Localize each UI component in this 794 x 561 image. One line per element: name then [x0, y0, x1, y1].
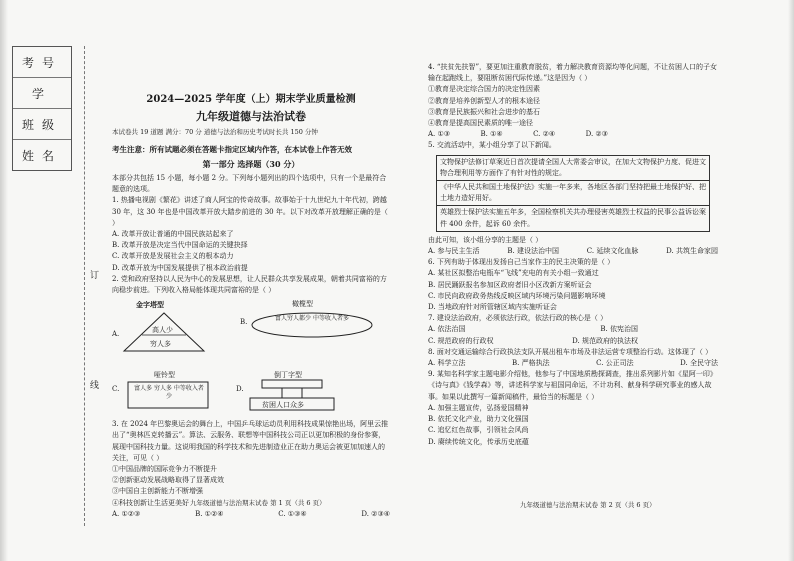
page-2: [428, 62, 718, 448]
q4-options: [428, 129, 608, 140]
page-1: [112, 72, 390, 520]
q3-item-3: ③中国自主创新能力不断增强: [112, 487, 203, 496]
exam-meta: 本试卷共 19 道题 满分：70 分 道德与法治和历史考试时长共 150 分钟: [112, 128, 318, 137]
q4-item-4: ④教育是提高国民素质的唯一途径: [428, 119, 533, 128]
label-a: A.: [112, 330, 120, 339]
q7-option-a: A. 依法治国: [428, 325, 466, 334]
news-row-1: 文物保护法修订草案近日首次提请全国人大常委会审议，在加大文物保护力度、促进文物合理利用等方面作了有针对性的规定。: [437, 156, 709, 181]
q5-options: [428, 246, 718, 257]
label-d: D.: [236, 385, 244, 394]
q4-option-a: A. ①③: [428, 130, 451, 139]
q4-option-c: C. ②④: [533, 130, 556, 139]
q3-item-4: ④科技创新让生活更美好: [112, 498, 189, 507]
field-class: 班级: [13, 109, 71, 140]
news-table: [436, 155, 710, 232]
field-exam-number: 考号: [13, 47, 71, 78]
olive-title: 橄榄型: [292, 300, 313, 309]
q3-option-a: A. ①②③: [112, 509, 141, 518]
q6-option-a: A. 某社区拟整治电瓶车“飞线”充电的有关小组一致通过: [428, 269, 599, 278]
q8-option-a: A. 科学立法: [428, 359, 466, 368]
q9-option-d: D. 赓续传统文化，传承历史底蕴: [428, 437, 529, 446]
q3-item-2: ②创新驱动发展战略取得了显著成效: [112, 476, 224, 485]
news-row-3: 英雄烈士保护法实施五年多，全国检察机关共办理侵害英雄烈士权益的民事公益诉讼案件 400 余件，起诉 60 余件。: [440, 208, 706, 228]
student-info-box: [12, 46, 72, 171]
q8-option-b: B. 严格执法: [512, 359, 550, 368]
q4-item-3: ③教育是民族振兴和社会进步的基石: [428, 107, 540, 116]
income-structure-figures-2: [112, 370, 390, 416]
q1-option-b: B. 改革开放是决定当代中国命运的关键抉择: [112, 241, 248, 250]
q7-option-c: C. 规范政府的行政权: [428, 336, 494, 345]
exam-title: 2024—2025 学年度（上）期末学业质量检测: [146, 94, 356, 105]
binding-mark-xian: 线: [90, 381, 100, 391]
q9-option-c: C. 追忆红色故事，引领社会风尚: [428, 426, 529, 435]
q4-item-1: ①教育是决定综合国力的决定性因素: [428, 85, 540, 94]
q7-options-1: [428, 324, 638, 335]
q4-option-b: B. ①④: [480, 130, 503, 139]
field-school: 学: [13, 78, 71, 109]
question-2: 2. 党和政府坚持以人民为中心的发展思想，让人民群众共享发展成果，朝着共同富裕的方向稳步前进。下列收入格局能体现共同富裕的是（ ）: [112, 274, 387, 295]
page-1-footer: 九年级道德与法治期末试卷 第 1 页（共 6 页）: [190, 499, 326, 507]
q6-option-b: B. 居民踊跃报名参加区政府者旧小区改新方案听证会: [428, 280, 592, 289]
question-7: 7. 建设法治政府，必须依法行政，依法行政的核心是（ ）: [428, 314, 608, 323]
binding-dashed-line: [84, 46, 85, 526]
q7-option-d: D. 规范政府的执法权: [572, 336, 638, 345]
q9-option-a: A. 加强主题宣传，弘扬爱国精神: [428, 403, 529, 412]
pyramid-bottom-text: 穷人多: [150, 340, 171, 349]
field-name: 姓名: [21, 148, 62, 163]
t-shape-text: 贫困人口众多: [262, 401, 304, 410]
q3-option-c: C. ①③④: [278, 509, 307, 518]
q3-options: [112, 509, 390, 520]
question-4: 4. “扶贫先扶智”，要更加注重教育脱贫，着力解决教育资源均等化问题，不让贫困人口的子女输在起跑线上，要阻断贫困代际传递。”这是因为（ ）: [428, 63, 718, 83]
question-9: 9. 某知名科学家主题电影介绍他，他参与了中国地质勘探调查，推出系列影片如《星阿一印》《诗与真》《钱学森》等，讲述科学家与祖国同命运，不计功利、献身科学研究事业的感人故事。如果以此撰写一篇新闻稿件，最恰当的标题是（ ）: [428, 370, 717, 401]
label-c: C.: [112, 385, 120, 394]
binding-mark-ding: 订: [90, 271, 100, 281]
q8-option-d: D. 全民守法: [680, 359, 718, 368]
label-b: B.: [240, 318, 248, 327]
q1-option-a: A. 改革开放让普通的中国民族站起来了: [112, 230, 234, 239]
pyramid-top-text: 高人少: [152, 326, 173, 335]
exam-subject: 九年级道德与法治试卷: [196, 110, 306, 124]
q9-option-b: B. 依托文化产业，助力文化强国: [428, 415, 529, 424]
t-shape-stem: [282, 388, 302, 398]
olive-text: 富人穷人都少 中等收入者多: [275, 315, 349, 323]
pyramid-title: 金字塔型: [136, 300, 164, 310]
question-6: 6. 下列有助于体现出发扬自己当家作主的民主决策的是（ ）: [428, 258, 615, 267]
dumbbell-text: 富人多 穷人多 中等收入者少: [134, 385, 204, 401]
section-intro: 本部分共包括 15 小题，每小题 2 分。下列每小题列出的四个选项中，只有一个是最符合题意的选项。: [112, 174, 387, 194]
q4-option-d: D. ②③: [585, 130, 608, 139]
q7-options-2: [428, 336, 638, 347]
q5-option-c: C. 延续文化血脉: [586, 247, 639, 256]
binding-strip: [6, 46, 86, 526]
q5-option-a: A. 参与民主生活: [428, 247, 480, 256]
question-8: 8. 面对交通运输综合行政执法支队开展出租车市场及非法运营专项整治行动。这体现了（ ）: [428, 347, 713, 356]
question-3: 3. 在 2024 年巴黎奥运会的舞台上，中国乒乓球运动员利用科技成果惊艳出场，阿里云推出了“奥林匹克转播云”。算法、云服务、联想等中国科技公司正以更加积极的身份参赛，展现中国科技力量。这说明我国的科学技术和先进制造业正在助力奥运会被更加加速人的关注，可见（ ）: [112, 420, 389, 462]
q8-options: [428, 358, 718, 369]
question-1: 1. 热播电视剧《繁花》讲述了商人阿宝的传奇故事。故事始于十九世纪九十年代初，跨越 30 年，这 30 年也是中国改革开放大踏步前进的 30 年。以下对改革开放理解正确的是（ ）: [112, 196, 388, 227]
page-edge-shadow-right: [788, 0, 794, 561]
q6-option-c: C. 市民向政府政务热线反映区域内环境污染问题影响环境: [428, 291, 606, 300]
q5-option-b: B. 建设法治中国: [507, 247, 559, 256]
q8-option-c: C. 公正司法: [596, 359, 634, 368]
q4-item-2: ②教育是培养创新型人才的根本途径: [428, 96, 540, 105]
q1-option-c: C. 改革开放是发展社会主义的根本动力: [112, 252, 234, 261]
question-5: 5. 交流活动中，某小组分享了以下新闻。: [428, 141, 556, 150]
dumbbell-title: 哑铃型: [154, 371, 175, 380]
q6-option-d: D. 当地政府针对所管辖区域内实施听证会: [428, 303, 557, 312]
q3-option-b: B. ①②④: [195, 509, 224, 518]
q7-option-b: B. 依宪治国: [600, 325, 638, 334]
section-heading: 第一部分 选择题（30 分）: [202, 158, 300, 169]
q5-option-d: D. 共筑生命家园: [666, 247, 718, 256]
exam-notice: 考生注意：所有试题必须在答题卡指定区域内作答，在本试卷上作答无效: [112, 144, 352, 154]
q3-item-1: ①中国品牌的国际竞争力不断提升: [112, 465, 217, 474]
page-2-footer: 九年级道德与法治期末试卷 第 2 页（共 6 页）: [520, 501, 656, 509]
q3-option-d: D. ②③④: [361, 509, 390, 518]
news-row-2: 《中华人民共和国土地保护法》实施一年多来，各地区各部门坚持把最土地保护好、把土地力造好用好。: [437, 181, 709, 206]
income-structure-figures: [112, 299, 390, 367]
q1-option-d: D. 改革开放为中国发展提供了根本政治前提: [112, 263, 248, 272]
q5-followup: 由此可知，该小组分享的主题是（ ）: [428, 235, 543, 244]
t-shape-title: 倒丁字型: [274, 371, 302, 380]
